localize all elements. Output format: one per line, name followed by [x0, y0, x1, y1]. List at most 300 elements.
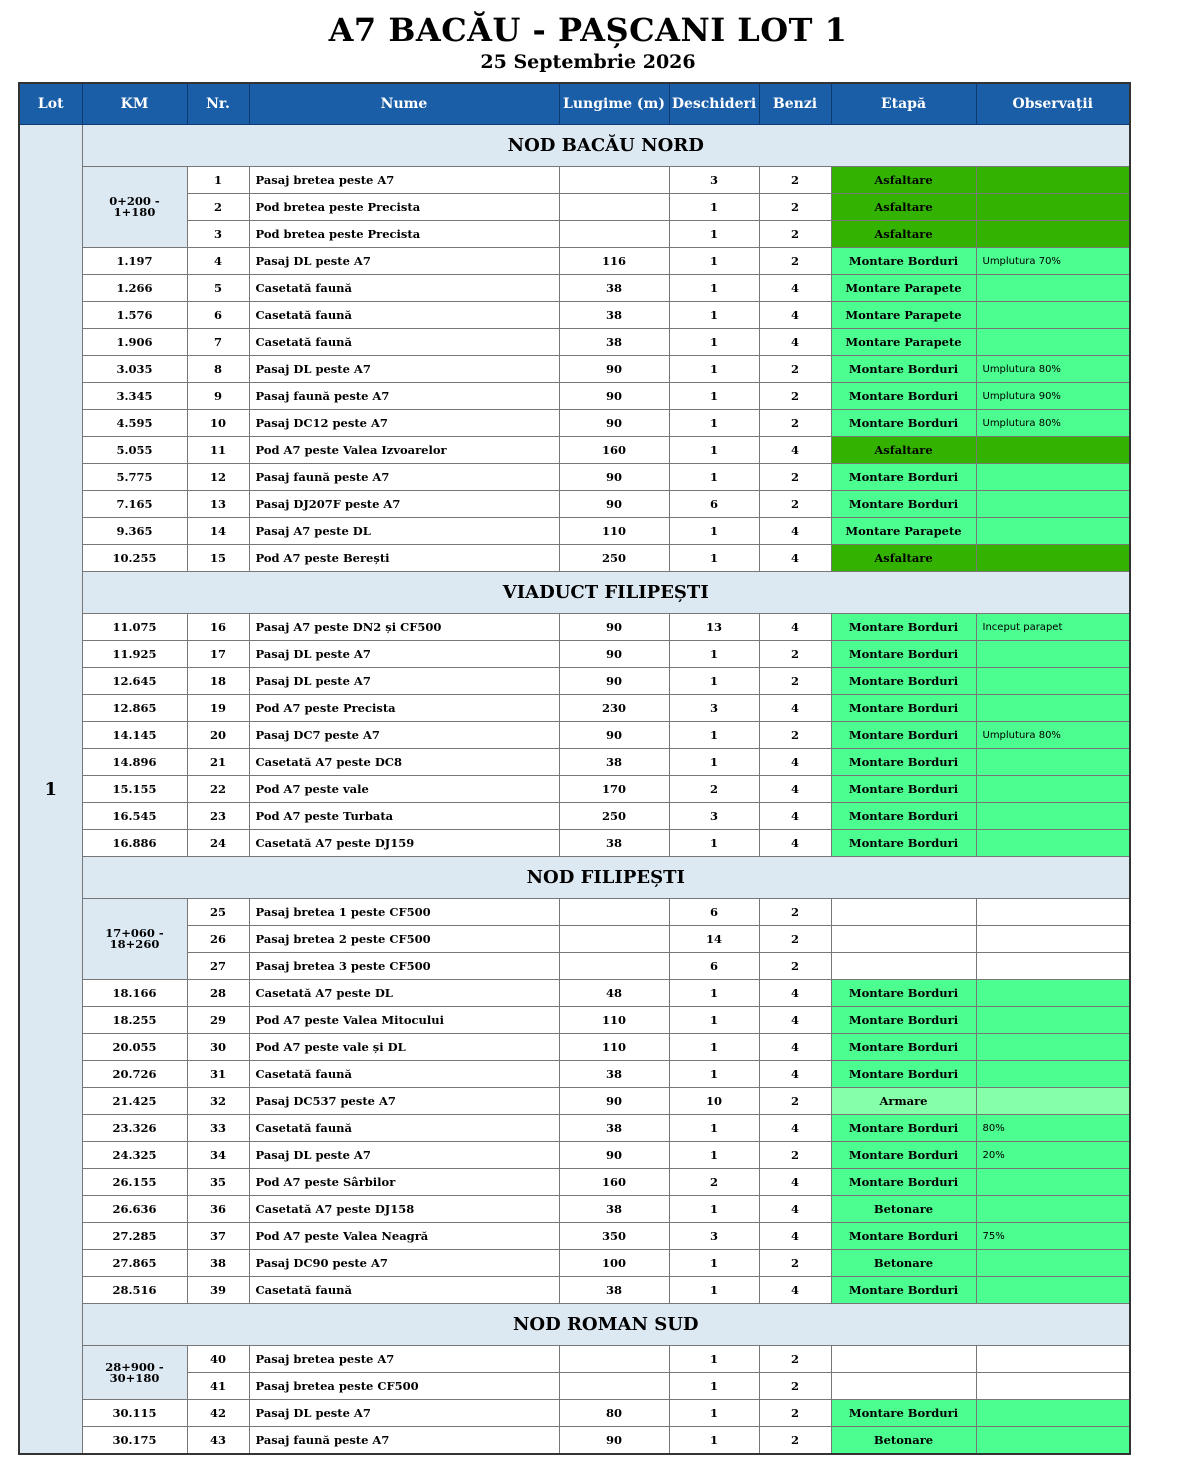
- header-nr: Nr.: [187, 83, 249, 125]
- nr-cell: 4: [187, 248, 249, 275]
- nr-cell: 43: [187, 1427, 249, 1455]
- nume-cell: Casetată faună: [249, 1277, 559, 1304]
- nume-cell: Casetată faună: [249, 329, 559, 356]
- km-cell: 27.285: [82, 1223, 187, 1250]
- km-cell: 20.055: [82, 1034, 187, 1061]
- benzi-cell: 4: [759, 329, 831, 356]
- observatii-cell: [976, 668, 1130, 695]
- etapa-cell: Betonare: [831, 1196, 976, 1223]
- km-cell: 26.636: [82, 1196, 187, 1223]
- etapa-cell: Montare Borduri: [831, 980, 976, 1007]
- section-row: [19, 125, 1130, 167]
- nume-cell: Casetată faună: [249, 275, 559, 302]
- table-row: [19, 491, 1130, 518]
- km-cell: 14.896: [82, 749, 187, 776]
- km-cell: 15.155: [82, 776, 187, 803]
- nr-cell: 1: [187, 167, 249, 194]
- table-row: [19, 410, 1130, 437]
- observatii-cell: [976, 1169, 1130, 1196]
- etapa-cell: Asfaltare: [831, 194, 976, 221]
- lot-number: 1: [19, 125, 82, 1455]
- etapa-cell: Asfaltare: [831, 437, 976, 464]
- table-row: [19, 695, 1130, 722]
- page-title: A7 BACĂU - PAȘCANI LOT 1: [328, 11, 848, 49]
- lungime-cell: 110: [559, 1007, 669, 1034]
- table-row: [19, 1142, 1130, 1169]
- benzi-cell: 4: [759, 545, 831, 572]
- km-cell: 1.906: [82, 329, 187, 356]
- nr-cell: 24: [187, 830, 249, 857]
- benzi-cell: 4: [759, 980, 831, 1007]
- table-row: [19, 614, 1130, 641]
- deschideri-cell: 10: [669, 1088, 759, 1115]
- etapa-cell: Montare Borduri: [831, 356, 976, 383]
- observatii-cell: [976, 221, 1130, 248]
- header-observatii: Observații: [976, 83, 1130, 125]
- observatii-cell: [976, 491, 1130, 518]
- observatii-cell: [976, 926, 1130, 953]
- nr-cell: 35: [187, 1169, 249, 1196]
- nume-cell: Casetată faună: [249, 302, 559, 329]
- nume-cell: Pasaj A7 peste DN2 și CF500: [249, 614, 559, 641]
- lungime-cell: 90: [559, 722, 669, 749]
- km-cell: 18.166: [82, 980, 187, 1007]
- nume-cell: Pasaj bretea 2 peste CF500: [249, 926, 559, 953]
- deschideri-cell: 1: [669, 302, 759, 329]
- nume-cell: Pod A7 peste vale: [249, 776, 559, 803]
- km-cell: 5.055: [82, 437, 187, 464]
- nume-cell: Pasaj DC7 peste A7: [249, 722, 559, 749]
- nume-cell: Pasaj DL peste A7: [249, 248, 559, 275]
- benzi-cell: 2: [759, 1373, 831, 1400]
- nume-cell: Casetată faună: [249, 1061, 559, 1088]
- nume-cell: Pasaj DL peste A7: [249, 641, 559, 668]
- deschideri-cell: 1: [669, 1196, 759, 1223]
- benzi-cell: 4: [759, 302, 831, 329]
- observatii-cell: [976, 275, 1130, 302]
- nume-cell: Pod bretea peste Precista: [249, 194, 559, 221]
- deschideri-cell: 1: [669, 1115, 759, 1142]
- observatii-cell: [976, 1427, 1130, 1455]
- benzi-cell: 4: [759, 1277, 831, 1304]
- observatii-cell: Umplutura 70%: [976, 248, 1130, 275]
- table-row: [19, 1346, 1130, 1373]
- benzi-cell: 4: [759, 518, 831, 545]
- nr-cell: 42: [187, 1400, 249, 1427]
- etapa-cell: Betonare: [831, 1427, 976, 1455]
- km-cell: 26.155: [82, 1169, 187, 1196]
- nume-cell: Pod A7 peste Turbata: [249, 803, 559, 830]
- table-row: [19, 248, 1130, 275]
- benzi-cell: 4: [759, 749, 831, 776]
- benzi-cell: 2: [759, 221, 831, 248]
- nr-cell: 28: [187, 980, 249, 1007]
- lungime-cell: 90: [559, 356, 669, 383]
- deschideri-cell: 1: [669, 356, 759, 383]
- observatii-cell: [976, 518, 1130, 545]
- nume-cell: Pod A7 peste Valea Izvoarelor: [249, 437, 559, 464]
- km-cell: 21.425: [82, 1088, 187, 1115]
- nr-cell: 23: [187, 803, 249, 830]
- table-row: [19, 899, 1130, 926]
- lungime-cell: [559, 167, 669, 194]
- deschideri-cell: 1: [669, 194, 759, 221]
- deschideri-cell: 3: [669, 1223, 759, 1250]
- lungime-cell: 160: [559, 437, 669, 464]
- lungime-cell: 90: [559, 491, 669, 518]
- table-row: [19, 1088, 1130, 1115]
- etapa-cell: [831, 926, 976, 953]
- lungime-cell: 116: [559, 248, 669, 275]
- benzi-cell: 2: [759, 668, 831, 695]
- nume-cell: Pasaj bretea 3 peste CF500: [249, 953, 559, 980]
- nr-cell: 30: [187, 1034, 249, 1061]
- etapa-cell: [831, 899, 976, 926]
- deschideri-cell: 1: [669, 410, 759, 437]
- nr-cell: 27: [187, 953, 249, 980]
- lungime-cell: 250: [559, 545, 669, 572]
- observatii-cell: [976, 1196, 1130, 1223]
- etapa-cell: [831, 953, 976, 980]
- nume-cell: Pod A7 peste vale și DL: [249, 1034, 559, 1061]
- lungime-cell: 90: [559, 464, 669, 491]
- nr-cell: 2: [187, 194, 249, 221]
- km-cell: 1.197: [82, 248, 187, 275]
- benzi-cell: 2: [759, 926, 831, 953]
- lungime-cell: [559, 953, 669, 980]
- nume-cell: Pod A7 peste Berești: [249, 545, 559, 572]
- km-cell: 16.545: [82, 803, 187, 830]
- observatii-cell: [976, 545, 1130, 572]
- benzi-cell: 2: [759, 953, 831, 980]
- deschideri-cell: 1: [669, 518, 759, 545]
- benzi-cell: 2: [759, 464, 831, 491]
- deschideri-cell: 1: [669, 275, 759, 302]
- deschideri-cell: 1: [669, 1142, 759, 1169]
- etapa-cell: Montare Borduri: [831, 803, 976, 830]
- km-cell: 16.886: [82, 830, 187, 857]
- benzi-cell: 4: [759, 1196, 831, 1223]
- etapa-cell: Asfaltare: [831, 221, 976, 248]
- etapa-cell: Montare Borduri: [831, 722, 976, 749]
- km-cell: 17+060 - 18+260: [82, 899, 187, 980]
- nr-cell: 15: [187, 545, 249, 572]
- lungime-cell: 230: [559, 695, 669, 722]
- nume-cell: Pasaj DL peste A7: [249, 1142, 559, 1169]
- header-benzi: Benzi: [759, 83, 831, 125]
- lungime-cell: 38: [559, 329, 669, 356]
- nume-cell: Pasaj DJ207F peste A7: [249, 491, 559, 518]
- table-row: [19, 1223, 1130, 1250]
- table-row: [19, 464, 1130, 491]
- nr-cell: 37: [187, 1223, 249, 1250]
- nume-cell: Pasaj faună peste A7: [249, 1427, 559, 1455]
- nr-cell: 33: [187, 1115, 249, 1142]
- deschideri-cell: 6: [669, 953, 759, 980]
- section-row: [19, 857, 1130, 899]
- lungime-cell: 90: [559, 641, 669, 668]
- nr-cell: 14: [187, 518, 249, 545]
- observatii-cell: Umplutura 80%: [976, 410, 1130, 437]
- observatii-cell: [976, 1034, 1130, 1061]
- etapa-cell: Montare Borduri: [831, 1115, 976, 1142]
- status-table: [18, 82, 1131, 1455]
- km-cell: 28.516: [82, 1277, 187, 1304]
- section-title: NOD BACĂU NORD: [82, 125, 1130, 167]
- deschideri-cell: 2: [669, 776, 759, 803]
- lungime-cell: 170: [559, 776, 669, 803]
- header-lungime: Lungime (m): [559, 83, 669, 125]
- nr-cell: 19: [187, 695, 249, 722]
- nume-cell: Casetată A7 peste DJ158: [249, 1196, 559, 1223]
- table-row: [19, 776, 1130, 803]
- header-lot: Lot: [19, 83, 82, 125]
- deschideri-cell: 1: [669, 830, 759, 857]
- benzi-cell: 2: [759, 1250, 831, 1277]
- benzi-cell: 4: [759, 695, 831, 722]
- observatii-cell: [976, 1007, 1130, 1034]
- table-row: [19, 980, 1130, 1007]
- nume-cell: Pasaj DL peste A7: [249, 1400, 559, 1427]
- table-row: [19, 518, 1130, 545]
- nr-cell: 5: [187, 275, 249, 302]
- table-row: [19, 329, 1130, 356]
- nr-cell: 13: [187, 491, 249, 518]
- nr-cell: 40: [187, 1346, 249, 1373]
- etapa-cell: Montare Parapete: [831, 275, 976, 302]
- nume-cell: Pod A7 peste Valea Neagră: [249, 1223, 559, 1250]
- deschideri-cell: 1: [669, 722, 759, 749]
- nr-cell: 20: [187, 722, 249, 749]
- lungime-cell: 90: [559, 614, 669, 641]
- lungime-cell: 350: [559, 1223, 669, 1250]
- lungime-cell: 38: [559, 302, 669, 329]
- lungime-cell: 38: [559, 275, 669, 302]
- lungime-cell: 38: [559, 1061, 669, 1088]
- header-deschideri: Deschideri: [669, 83, 759, 125]
- lungime-cell: 38: [559, 1277, 669, 1304]
- table-row: [19, 302, 1130, 329]
- etapa-cell: Montare Borduri: [831, 776, 976, 803]
- nr-cell: 18: [187, 668, 249, 695]
- etapa-cell: Montare Borduri: [831, 1007, 976, 1034]
- nume-cell: Pasaj DC537 peste A7: [249, 1088, 559, 1115]
- lungime-cell: 90: [559, 1427, 669, 1455]
- observatii-cell: [976, 1250, 1130, 1277]
- nume-cell: Pod A7 peste Valea Mitocului: [249, 1007, 559, 1034]
- observatii-cell: [976, 641, 1130, 668]
- table-row: [19, 1277, 1130, 1304]
- etapa-cell: Montare Borduri: [831, 1061, 976, 1088]
- benzi-cell: 2: [759, 383, 831, 410]
- nume-cell: Pod A7 peste Sârbilor: [249, 1169, 559, 1196]
- etapa-cell: Montare Borduri: [831, 491, 976, 518]
- observatii-cell: [976, 695, 1130, 722]
- benzi-cell: 2: [759, 1142, 831, 1169]
- nume-cell: Pasaj faună peste A7: [249, 383, 559, 410]
- observatii-cell: [976, 329, 1130, 356]
- deschideri-cell: 1: [669, 641, 759, 668]
- table-row: [19, 383, 1130, 410]
- km-cell: 28+900 - 30+180: [82, 1346, 187, 1400]
- deschideri-cell: 1: [669, 1427, 759, 1455]
- deschideri-cell: 1: [669, 1400, 759, 1427]
- etapa-cell: Montare Borduri: [831, 668, 976, 695]
- deschideri-cell: 1: [669, 1277, 759, 1304]
- deschideri-cell: 1: [669, 221, 759, 248]
- lungime-cell: [559, 926, 669, 953]
- header-nume: Nume: [249, 83, 559, 125]
- lungime-cell: 110: [559, 1034, 669, 1061]
- table-row: [19, 1061, 1130, 1088]
- etapa-cell: Montare Borduri: [831, 383, 976, 410]
- deschideri-cell: 2: [669, 1169, 759, 1196]
- km-cell: 3.345: [82, 383, 187, 410]
- lungime-cell: 38: [559, 830, 669, 857]
- observatii-cell: Inceput parapet: [976, 614, 1130, 641]
- table-row: [19, 1034, 1130, 1061]
- etapa-cell: Montare Parapete: [831, 518, 976, 545]
- observatii-cell: [976, 899, 1130, 926]
- nr-cell: 41: [187, 1373, 249, 1400]
- etapa-cell: Montare Borduri: [831, 1142, 976, 1169]
- nr-cell: 10: [187, 410, 249, 437]
- deschideri-cell: 1: [669, 668, 759, 695]
- km-cell: 7.165: [82, 491, 187, 518]
- lungime-cell: 160: [559, 1169, 669, 1196]
- nume-cell: Pasaj bretea peste CF500: [249, 1373, 559, 1400]
- km-cell: 30.175: [82, 1427, 187, 1455]
- km-cell: 0+200 - 1+180: [82, 167, 187, 248]
- nr-cell: 9: [187, 383, 249, 410]
- etapa-cell: Montare Borduri: [831, 695, 976, 722]
- benzi-cell: 4: [759, 776, 831, 803]
- benzi-cell: 4: [759, 1115, 831, 1142]
- nr-cell: 38: [187, 1250, 249, 1277]
- nr-cell: 21: [187, 749, 249, 776]
- etapa-cell: [831, 1373, 976, 1400]
- table-header-row: [19, 83, 1130, 125]
- benzi-cell: 4: [759, 437, 831, 464]
- benzi-cell: 2: [759, 356, 831, 383]
- nume-cell: Pasaj DL peste A7: [249, 356, 559, 383]
- observatii-cell: [976, 830, 1130, 857]
- nume-cell: Pasaj DC12 peste A7: [249, 410, 559, 437]
- observatii-cell: [976, 776, 1130, 803]
- benzi-cell: 4: [759, 803, 831, 830]
- km-cell: 14.145: [82, 722, 187, 749]
- benzi-cell: 4: [759, 1061, 831, 1088]
- km-cell: 12.865: [82, 695, 187, 722]
- observatii-cell: [976, 1373, 1130, 1400]
- nr-cell: 12: [187, 464, 249, 491]
- lungime-cell: 250: [559, 803, 669, 830]
- header-etapa: Etapă: [831, 83, 976, 125]
- table-row: [19, 803, 1130, 830]
- nume-cell: Pasaj DC90 peste A7: [249, 1250, 559, 1277]
- table-row: [19, 1169, 1130, 1196]
- nume-cell: Casetată A7 peste DJ159: [249, 830, 559, 857]
- section-row: [19, 572, 1130, 614]
- nr-cell: 16: [187, 614, 249, 641]
- deschideri-cell: 3: [669, 167, 759, 194]
- etapa-cell: Montare Borduri: [831, 1277, 976, 1304]
- lungime-cell: 38: [559, 1196, 669, 1223]
- nume-cell: Casetată A7 peste DL: [249, 980, 559, 1007]
- deschideri-cell: 3: [669, 695, 759, 722]
- benzi-cell: 2: [759, 899, 831, 926]
- etapa-cell: Montare Borduri: [831, 464, 976, 491]
- nume-cell: Pasaj bretea peste A7: [249, 1346, 559, 1373]
- etapa-cell: Montare Parapete: [831, 302, 976, 329]
- lungime-cell: 38: [559, 1115, 669, 1142]
- etapa-cell: Montare Borduri: [831, 248, 976, 275]
- lungime-cell: 90: [559, 1142, 669, 1169]
- lungime-cell: [559, 1373, 669, 1400]
- observatii-cell: [976, 1088, 1130, 1115]
- observatii-cell: [976, 302, 1130, 329]
- table-row: [19, 830, 1130, 857]
- deschideri-cell: 1: [669, 1250, 759, 1277]
- section-title: VIADUCT FILIPEȘTI: [82, 572, 1130, 614]
- deschideri-cell: 6: [669, 491, 759, 518]
- nume-cell: Pod A7 peste Precista: [249, 695, 559, 722]
- observatii-cell: [976, 1400, 1130, 1427]
- etapa-cell: Montare Borduri: [831, 1223, 976, 1250]
- benzi-cell: 4: [759, 1034, 831, 1061]
- km-cell: 5.775: [82, 464, 187, 491]
- table-row: [19, 1007, 1130, 1034]
- deschideri-cell: 1: [669, 329, 759, 356]
- table-row: [19, 1427, 1130, 1455]
- nr-cell: 11: [187, 437, 249, 464]
- table-row: [19, 1196, 1130, 1223]
- header-km: KM: [82, 83, 187, 125]
- lungime-cell: 90: [559, 668, 669, 695]
- table-row: [19, 437, 1130, 464]
- observatii-cell: Umplutura 80%: [976, 356, 1130, 383]
- table-row: [19, 545, 1130, 572]
- observatii-cell: [976, 1346, 1130, 1373]
- nr-cell: 7: [187, 329, 249, 356]
- table-row: [19, 1400, 1130, 1427]
- etapa-cell: Montare Borduri: [831, 749, 976, 776]
- deschideri-cell: 1: [669, 437, 759, 464]
- observatii-cell: Umplutura 90%: [976, 383, 1130, 410]
- nume-cell: Casetată A7 peste DC8: [249, 749, 559, 776]
- km-cell: 4.595: [82, 410, 187, 437]
- deschideri-cell: 1: [669, 749, 759, 776]
- lungime-cell: 38: [559, 749, 669, 776]
- observatii-cell: [976, 953, 1130, 980]
- nr-cell: 22: [187, 776, 249, 803]
- benzi-cell: 2: [759, 1088, 831, 1115]
- observatii-cell: [976, 803, 1130, 830]
- etapa-cell: [831, 1346, 976, 1373]
- nume-cell: Pasaj DL peste A7: [249, 668, 559, 695]
- table-row: [19, 356, 1130, 383]
- km-cell: 11.075: [82, 614, 187, 641]
- nr-cell: 8: [187, 356, 249, 383]
- lungime-cell: 48: [559, 980, 669, 1007]
- etapa-cell: Montare Parapete: [831, 329, 976, 356]
- benzi-cell: 4: [759, 1007, 831, 1034]
- benzi-cell: 4: [759, 275, 831, 302]
- km-cell: 24.325: [82, 1142, 187, 1169]
- benzi-cell: 4: [759, 1223, 831, 1250]
- km-cell: 3.035: [82, 356, 187, 383]
- nr-cell: 29: [187, 1007, 249, 1034]
